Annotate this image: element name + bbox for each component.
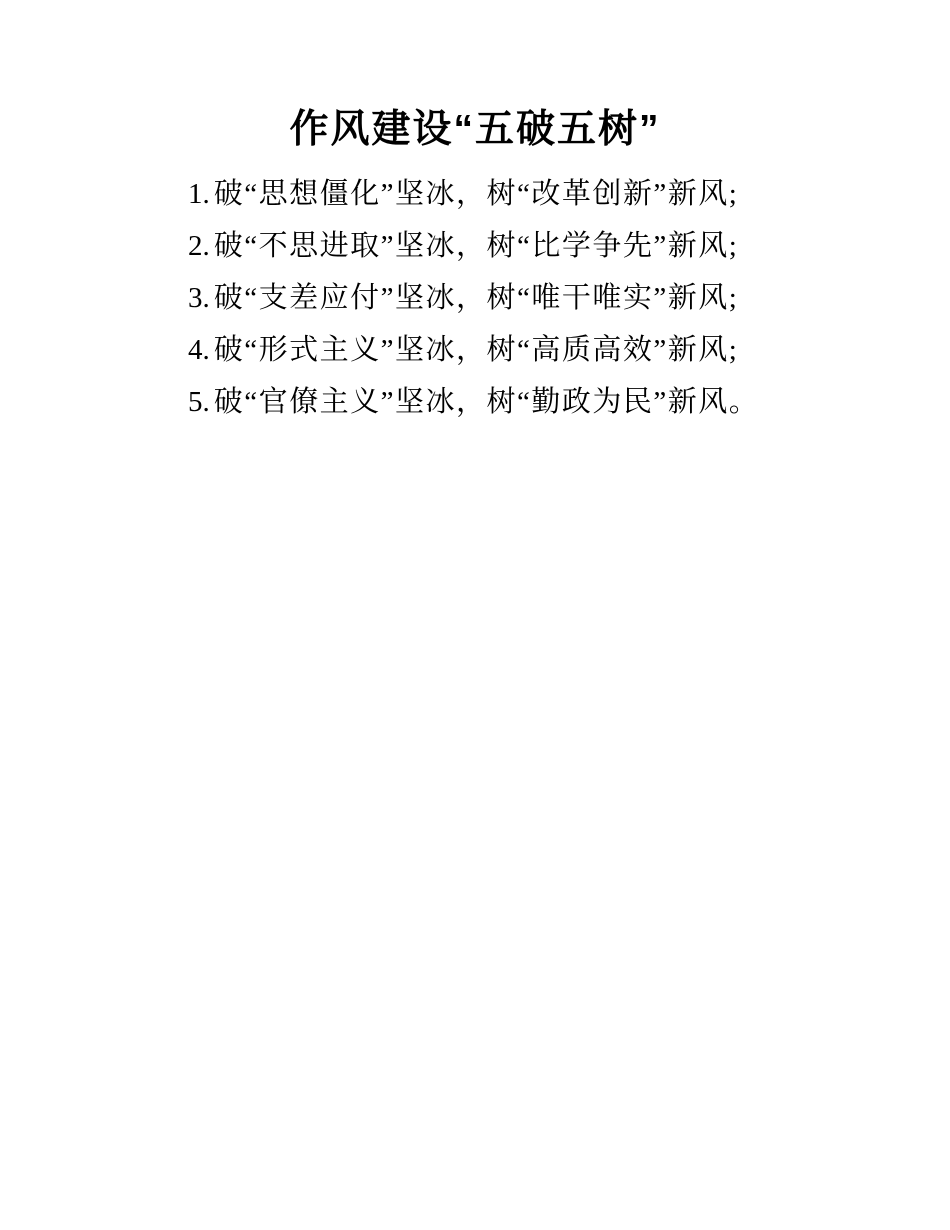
list-item-text: 破“官僚主义”坚冰，树“勤政为民”新风。 xyxy=(213,386,760,418)
list-item-text: 破“思想僵化”坚冰，树“改革创新”新风; xyxy=(213,178,739,210)
list-item xyxy=(188,272,950,324)
list-item-text: 破“不思进取”坚冰，树“比学争先”新风; xyxy=(213,230,739,262)
list-item xyxy=(188,376,950,428)
list-item-number: 4. xyxy=(188,334,210,366)
list-item xyxy=(188,220,950,272)
list-item-number: 2. xyxy=(188,230,210,262)
list-item xyxy=(188,168,950,220)
list-item-number: 3. xyxy=(188,282,210,314)
item-list xyxy=(188,168,950,428)
page-title: 作风建设“五破五树” xyxy=(289,108,661,151)
list-item-text: 破“支差应付”坚冰，树“唯干唯实”新风; xyxy=(213,282,739,314)
list-item-number: 5. xyxy=(188,386,210,418)
list-item-text: 破“形式主义”坚冰，树“高质高效”新风; xyxy=(213,334,739,366)
list-item-number: 1. xyxy=(188,178,210,210)
list-item xyxy=(188,324,950,376)
